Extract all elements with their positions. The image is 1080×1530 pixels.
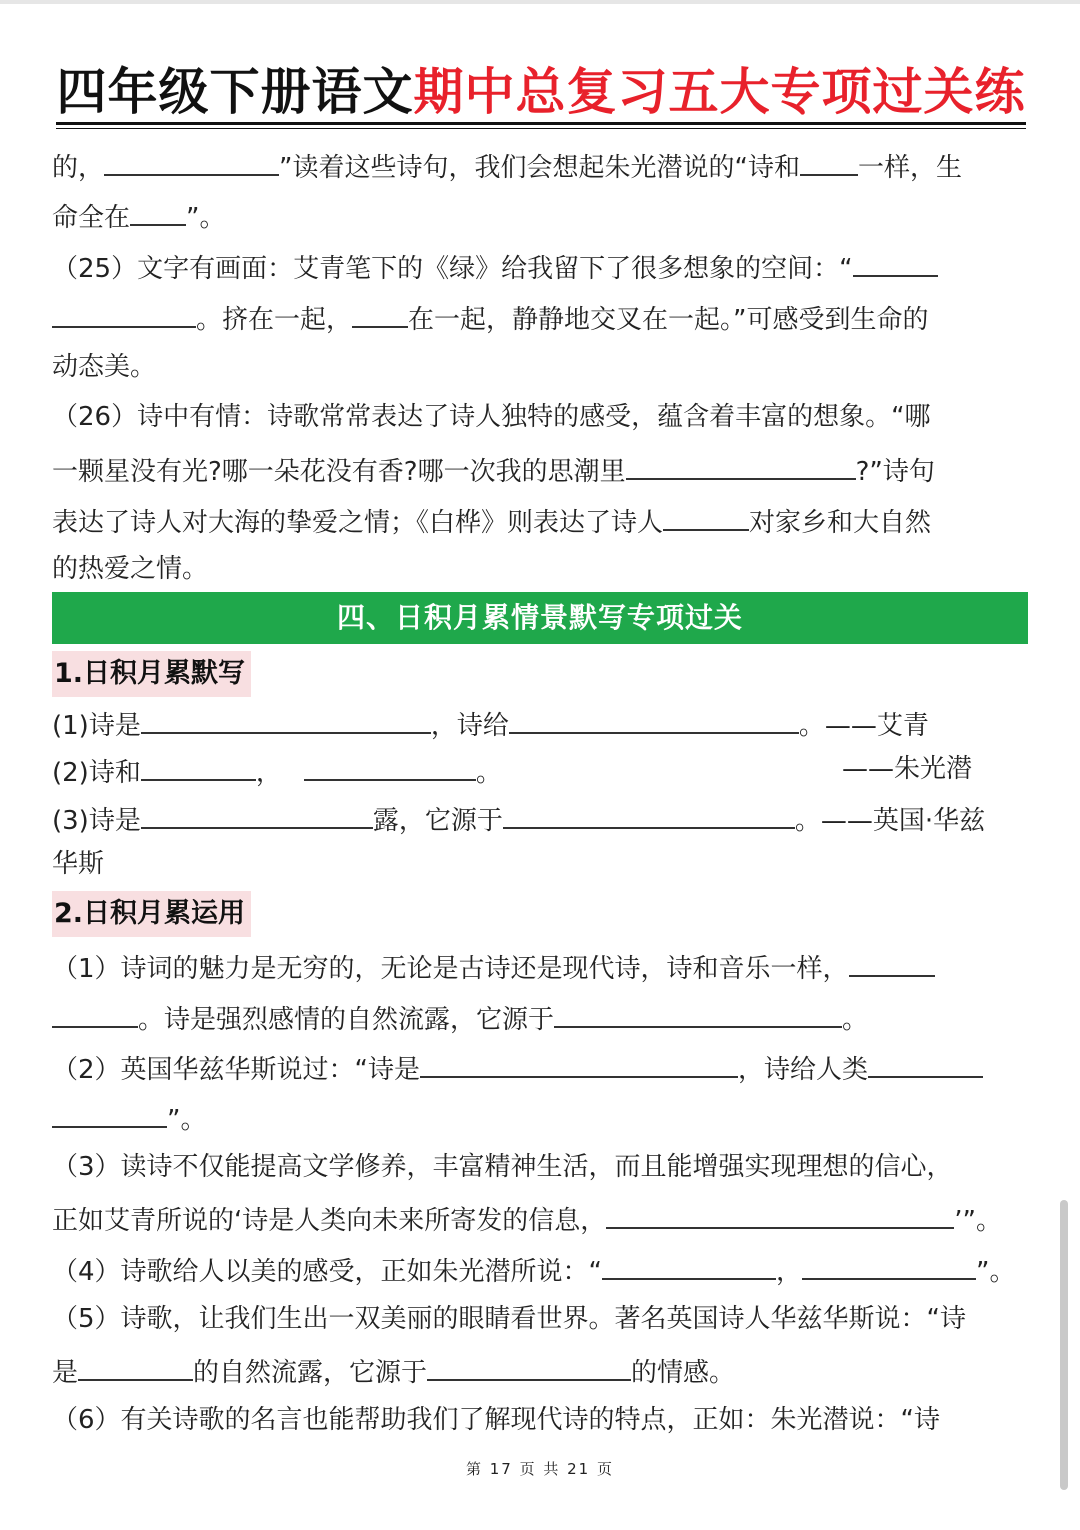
title-part-review: 期中总复习五大专项过关练 — [413, 63, 1026, 121]
text: 在一起，静静地交叉在一起。”可感受到生命的 — [408, 305, 929, 335]
page-number: 第 17 页 共 21 页 — [465, 1460, 614, 1478]
answer-blank[interactable] — [52, 296, 196, 328]
answer-blank[interactable] — [420, 1046, 738, 1078]
text: 露，它源于 — [372, 806, 503, 836]
text: ”。 — [186, 203, 226, 233]
text: ?”诗句 — [855, 457, 935, 487]
text: 一样，生 — [857, 153, 962, 183]
subheading-apply: 2.日积月累运用 — [52, 891, 251, 937]
text-line — [52, 347, 1032, 387]
text: 。诗是强烈感情的自然流露，它源于 — [138, 1005, 555, 1035]
text: 的自然流露，它源于 — [193, 1358, 428, 1388]
answer-blank[interactable] — [78, 1349, 193, 1381]
title-rule-thick — [56, 122, 1026, 125]
text: ——朱光潜 — [842, 754, 973, 784]
question-2-2 — [52, 1046, 1032, 1086]
answer-blank[interactable] — [427, 1349, 631, 1381]
text: 是 — [52, 1358, 79, 1388]
question-25 — [52, 245, 1032, 285]
text-line — [52, 549, 1032, 589]
answer-blank[interactable] — [868, 1046, 983, 1078]
text: 。——英国·华兹 — [794, 806, 986, 836]
answer-blank[interactable] — [52, 1096, 167, 1128]
text: ’”。 — [954, 1206, 1003, 1236]
question-26 — [52, 397, 1032, 437]
answer-blank[interactable] — [141, 702, 431, 734]
answer-blank[interactable] — [52, 996, 138, 1028]
text: 华斯 — [52, 849, 105, 879]
question-2-3 — [52, 1147, 1032, 1187]
answer-blank[interactable] — [602, 1248, 776, 1280]
question-1-1 — [52, 702, 1032, 742]
answer-blank[interactable] — [626, 448, 856, 480]
text-line — [52, 296, 1032, 336]
answer-blank[interactable] — [802, 1248, 976, 1280]
answer-blank[interactable] — [503, 797, 795, 829]
text-line — [52, 1096, 1032, 1136]
text-line — [52, 1197, 1032, 1237]
text: ，诗给 — [430, 711, 509, 741]
text: （25）文字有画面：艾青笔下的《绿》给我留下了很多想象的空间：“ — [52, 254, 853, 284]
text: （26）诗中有情：诗歌常常表达了诗人独特的感受，蕴含着丰富的想象。“哪 — [52, 402, 931, 432]
text: ， — [255, 758, 282, 788]
question-2-4 — [52, 1248, 1032, 1288]
text: （5）诗歌，让我们生出一双美丽的眼睛看世界。著名英国诗人华兹华斯说：“诗 — [52, 1304, 967, 1334]
page-title — [56, 60, 1026, 124]
section-header: 四、日积月累情景默写专项过关 — [52, 592, 1028, 644]
answer-blank[interactable] — [800, 144, 858, 176]
answer-blank[interactable] — [554, 996, 842, 1028]
text-line — [52, 144, 1032, 184]
text: 对家乡和大自然 — [749, 508, 932, 538]
answer-blank[interactable] — [104, 144, 279, 176]
text: 的情感。 — [631, 1358, 736, 1388]
text: 。挤在一起， — [196, 305, 353, 335]
title-part-grade: 四年级下册语文 — [56, 63, 414, 121]
text: 。 — [842, 1005, 869, 1035]
question-1-3 — [52, 797, 1032, 837]
text: （4）诗歌给人以美的感受，正如朱光潜所说：“ — [52, 1257, 603, 1287]
answer-blank[interactable] — [606, 1197, 954, 1229]
subheading-memorize: 1.日积月累默写 — [52, 651, 251, 697]
answer-blank[interactable] — [130, 194, 186, 226]
text: ”。 — [167, 1105, 207, 1135]
text-line — [52, 1349, 1032, 1389]
text: ，诗给人类 — [738, 1055, 869, 1085]
text: （6）有关诗歌的名言也能帮助我们了解现代诗的特点，正如：朱光潜说：“诗 — [52, 1405, 941, 1435]
text: 的热爱之情。 — [52, 554, 209, 584]
text: 的， — [52, 153, 105, 183]
answer-blank[interactable] — [509, 702, 799, 734]
title-rule-thin — [56, 128, 1026, 129]
text: 正如艾青所说的‘诗是人类向未来所寄发的信息， — [52, 1206, 607, 1236]
text: 。——艾青 — [798, 711, 929, 741]
answer-blank[interactable] — [663, 499, 749, 531]
text: 表达了诗人对大海的挚爱之情；《白桦》则表达了诗人 — [52, 508, 664, 538]
text-line — [52, 844, 1032, 884]
text: (1)诗是 — [52, 711, 141, 741]
text: 动态美。 — [52, 352, 157, 382]
answer-blank[interactable] — [141, 749, 256, 781]
text: 命全在 — [52, 203, 131, 233]
text: （3）读诗不仅能提高文学修养，丰富精神生活，而且能增强实现理想的信心， — [52, 1152, 953, 1182]
text-line — [52, 194, 1032, 234]
answer-blank[interactable] — [141, 797, 373, 829]
text: （1）诗词的魅力是无穷的，无论是古诗还是现代诗，诗和音乐一样， — [52, 954, 849, 984]
scrollbar-thumb[interactable] — [1060, 1200, 1068, 1490]
question-2-1 — [52, 945, 1032, 985]
top-border — [0, 0, 1080, 4]
question-2-5 — [52, 1299, 1032, 1339]
text: ”。 — [976, 1257, 1016, 1287]
text: （2）英国华兹华斯说过：“诗是 — [52, 1055, 421, 1085]
question-2-6 — [52, 1400, 1032, 1440]
text: ， — [776, 1257, 803, 1287]
answer-blank[interactable] — [853, 245, 938, 277]
text: (3)诗是 — [52, 806, 141, 836]
text: (2)诗和 — [52, 758, 141, 788]
text: 一颗星没有光?哪一朵花没有香?哪一次我的思潮里 — [52, 457, 626, 487]
answer-blank[interactable] — [304, 749, 476, 781]
text-line — [52, 448, 1032, 488]
question-1-2 — [52, 749, 1032, 789]
text-line — [52, 996, 1032, 1036]
text: 。 — [475, 758, 502, 788]
text-line — [52, 499, 1032, 539]
text: ”读着这些诗句，我们会想起朱光潜说的“诗和 — [279, 153, 800, 183]
answer-blank[interactable] — [849, 945, 935, 977]
answer-blank[interactable] — [352, 296, 408, 328]
